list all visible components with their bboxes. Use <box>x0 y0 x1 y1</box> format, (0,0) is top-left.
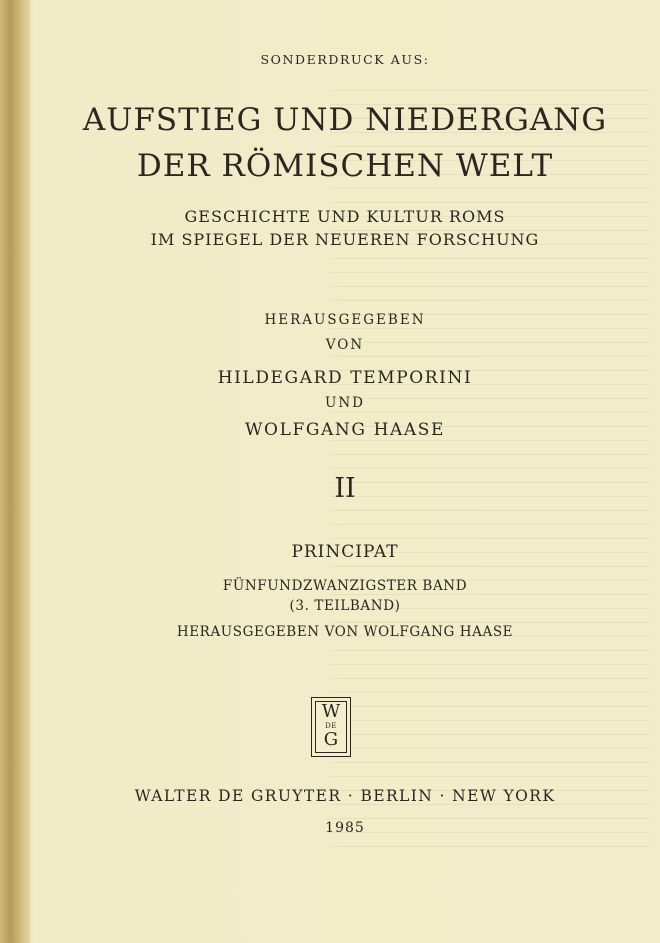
subtitle-line-1: GESCHICHTE UND KULTUR ROMS <box>184 207 506 226</box>
part-number: II <box>334 473 356 504</box>
and-label: UND <box>324 395 365 411</box>
editor-name-1: HILDEGARD TEMPORINI <box>217 368 473 388</box>
subtitle-line-2: IM SPIEGEL DER NEUEREN FORSCHUNG <box>150 230 540 249</box>
edited-by-label: HERAUSGEGEBEN <box>264 312 426 328</box>
by-label: VON <box>325 337 365 353</box>
publication-year: 1985 <box>325 820 365 836</box>
logo-letter-g: G <box>323 729 339 750</box>
publisher-line: WALTER DE GRUYTER · BERLIN · NEW YORK <box>134 787 556 805</box>
section-name: PRINCIPAT <box>291 542 399 562</box>
publisher-logo <box>311 697 351 757</box>
volume-label: FÜNFUNDZWANZIGSTER BAND <box>222 578 468 594</box>
volume-editor: HERAUSGEGEBEN VON WOLFGANG HAASE <box>176 624 514 640</box>
logo-letter-w: W <box>321 701 341 722</box>
logo-letters-de: DE <box>325 722 337 730</box>
title-line-2: DER RÖMISCHEN WELT <box>136 148 554 184</box>
book-spine <box>0 0 30 943</box>
subvolume-label: (3. TEILBAND) <box>289 598 401 614</box>
reverse-side-show-through <box>330 90 650 850</box>
offprint-label: SONDERDRUCK AUS: <box>260 52 430 67</box>
editor-name-2: WOLFGANG HAASE <box>244 420 446 440</box>
title-line-1: AUFSTIEG UND NIEDERGANG <box>82 102 608 138</box>
